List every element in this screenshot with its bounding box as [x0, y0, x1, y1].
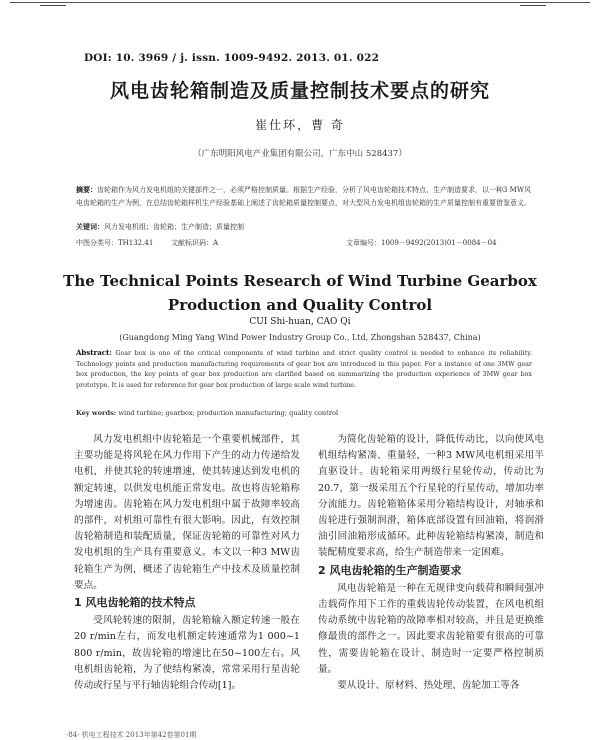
- section-heading-1: 1 风电齿轮箱的技术特点: [74, 596, 196, 610]
- top-rule: [10, 2, 590, 3]
- abstract-english: [76, 348, 532, 390]
- section-heading-2: 2 风电齿轮箱的生产制造要求: [318, 563, 462, 577]
- title-chinese: 风电齿轮箱制造及质量控制技术要点的研究: [109, 80, 490, 102]
- authors-chinese: 崔仕环，曹 奇: [255, 118, 345, 132]
- title-english: The Technical Points Research of Wind Turbine Gearbox Production and Quality Control: [63, 272, 537, 314]
- paragraph: 为简化齿轮箱的设计，降低传动比，以向使风电机组结构紧凑、重量轻，一种3 MW风电机组采用半直驱设计。齿轮箱采用两级行星轮传动，传动比为20.7，第一级采用五个行星轮的行星传动，增加功率分流能力。齿轮箱箱体采用分箱结构设计，对轴承和齿轮进行强制润滑，箱体底部设置有回油箱，将润滑油引回油箱形成循环。此种齿轮箱结构紧凑，制造和装配精度要求高，给生产制造带来一定困难。: [318, 434, 544, 559]
- keywords-chinese-text: 风力发电机组；齿轮箱；生产制造；质量控制: [104, 223, 244, 231]
- article-id: 文章编号：1009－9492(2013)01－0084－04: [346, 239, 497, 247]
- keywords-chinese-label: 关键词：: [76, 222, 104, 231]
- authors-english: CUI Shi-huan, CAO Qi: [249, 317, 351, 327]
- affiliation-chinese: （广东明阳风电产业集团有限公司，广东中山 528437）: [193, 149, 407, 159]
- body-column-right: [318, 432, 544, 694]
- paragraph: 要从设计、原材料、热处理、齿轮加工等各: [337, 680, 520, 692]
- keywords-english-text: wind turbine; gearbox; production manufacturing; quality control: [118, 409, 339, 417]
- keywords-english: [76, 409, 532, 417]
- paragraph: 风电齿轮箱是一种在无规律变向载荷和瞬间强冲击载荷作用下工作的重载齿轮传动装置，在风电机组传动系统中齿轮箱的故障率相对较高，并且是更换维修最贵的部件之一。因此要求齿轮箱要有很高的可靠性，需要齿轮箱在设计、制造时一定要严格控制质量。: [318, 582, 544, 675]
- page-footer: ·84· 机电工程技术 2013年第42卷第01期: [66, 731, 197, 739]
- document-code: 文献标识码：A: [171, 239, 219, 247]
- abstract-english-label: Abstract:: [76, 348, 112, 357]
- paragraph: 受风轮转速的限制，齿轮箱输入额定转速一般在20 r/min左右，而发电机额定转速通常为1 000~1 800 r/min，故齿轮箱的增速比在50~100左右。风电机组齿轮箱，为了使结构紧凑，常常采用行星齿轮传动或行星与平行轴齿轮组合传动[1]。: [74, 615, 300, 692]
- body-column-left: [74, 432, 300, 694]
- abstract-chinese-label: 摘要：: [76, 185, 97, 194]
- affiliation-english: (Guangdong Ming Yang Wind Power Industry Group Co., Ltd, Zhongshan 528437, China): [119, 333, 481, 342]
- page-top-edge: [0, 0, 600, 10]
- paragraph: 风力发电机组中齿轮箱是一个重要机械部件，其主要功能是将风轮在风力作用下产生的动力传递给发电机，并使其轮的转速增速，使其转速达到发电机的额定转速，以供发电机能正常发电。故也将齿轮箱称为增速齿。齿轮箱在风力发电机组中属于故障率较高的部件，对机组可靠性有很大影响。因此，有效控制齿轮箱制造和装配质量，保证齿轮箱的可靠性对风力发电机组的生产具有重要意义。本文以一种3 MW齿轮箱生产为例，概述了齿轮箱生产中技术及质量控制要点。: [74, 434, 300, 591]
- abstract-english-text: Gear box is one of the critical components of wind turbine and strict quality control is needed to enhance its reliability. Technology points and production manufacturing requirements of gear box are introduced in this paper. For a instance of one 3MW gear box production, the key points of gear box production are clarified based on summarizing the production experience of 3MW gear box prototype. It is used for reference for gear box production of large scale wind turbine.: [76, 349, 532, 389]
- keywords-chinese: [76, 222, 532, 232]
- class-number: 中图分类号：TH132.41: [76, 239, 154, 247]
- keywords-english-label: Key words:: [76, 409, 117, 417]
- abstract-chinese-text: 齿轮箱作为风力发电机组的关键部件之一，必须严格控制质量。根据生产经验，分析了风电齿轮箱技术特点、生产制造要求，以一种3 MW风电齿轮箱的生产为例，在总结齿轮箱样机生产经验基础上阐述了齿轮箱质量控制要点，对大型风力发电机组齿轮箱的生产质量控制有重要借鉴意义。: [76, 186, 532, 207]
- abstract-chinese: [76, 184, 532, 209]
- doi-line: DOI: 10. 3969 / j. issn. 1009-9492. 2013. 01. 022: [84, 52, 380, 64]
- top-mark: [520, 0, 546, 6]
- top-mark: [40, 0, 66, 6]
